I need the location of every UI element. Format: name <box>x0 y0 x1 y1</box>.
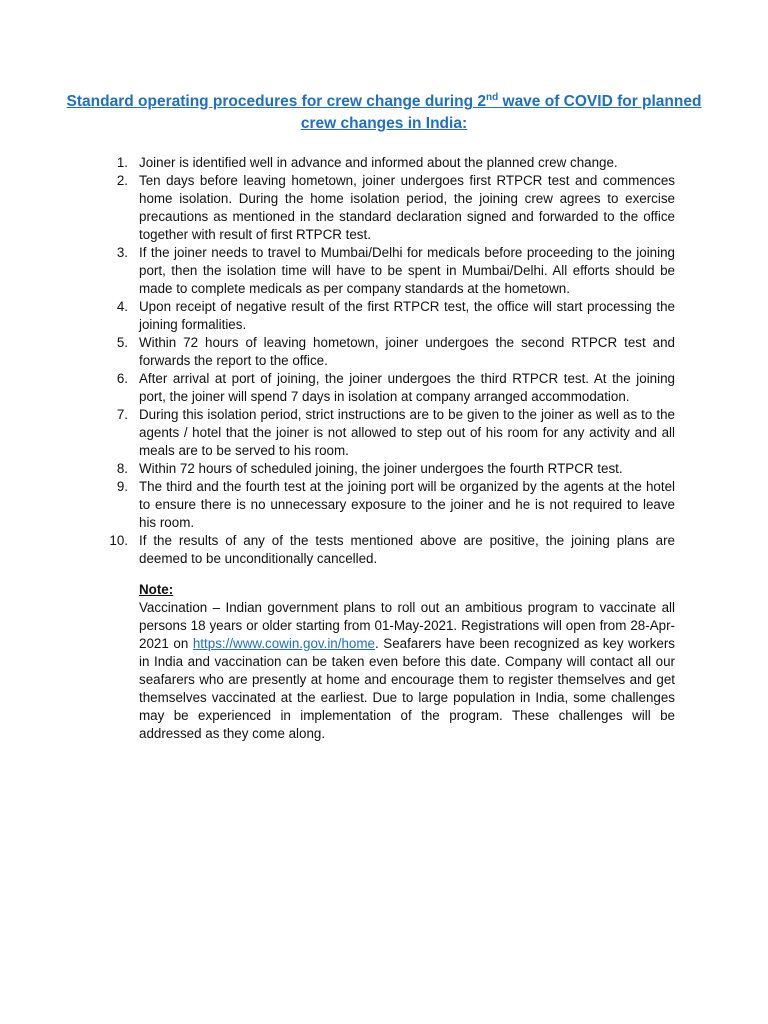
list-item <box>100 532 675 568</box>
list-item-text: Within 72 hours of leaving hometown, joiner undergoes the second RTPCR test and forwards the report to the office. <box>139 335 675 368</box>
list-item-number: 6. <box>116 371 128 386</box>
list-item-number: 1. <box>116 155 128 170</box>
list-item-text: If the joiner needs to travel to Mumbai/Delhi for medicals before proceeding to the joining port, then the isolation time will have to be spent in Mumbai/Delhi. All efforts should be made to complete medicals as per company standards at the hometown. <box>139 245 675 296</box>
title-part-2: wave of COVID for planned crew changes in India: <box>300 93 702 132</box>
list-item-number: 9. <box>116 479 128 494</box>
list-item-text: The third and the fourth test at the joining port will be organized by the agents at the hotel to ensure there is no unnecessary exposure to the joiner and he is not required to leave his room. <box>139 479 675 530</box>
list-item-number: 4. <box>116 299 128 314</box>
list-item <box>100 460 675 478</box>
list-item <box>100 298 675 334</box>
list-item <box>100 478 675 532</box>
list-item-number: 2. <box>116 173 128 188</box>
document-title <box>60 91 708 135</box>
list-item <box>100 172 675 244</box>
list-item <box>100 154 675 172</box>
list-item-text: Joiner is identified well in advance and informed about the planned crew change. <box>139 155 618 170</box>
note-paragraph <box>139 599 675 743</box>
list-item-number: 10. <box>109 533 128 548</box>
list-item-number: 7. <box>116 407 128 422</box>
procedure-list <box>100 154 675 568</box>
note-text-after-link: . Seafarers have been recognized as key workers in India and vaccination can be taken even before this date. Company will contact all our seafarers who are presently at home and encourage them to register themselves and get themselves vaccinated at the earliest. Due to large population in India, some challenges may be experienced in implementation of the program. These challenges will be addressed as they come along. <box>139 636 675 741</box>
list-item-text: Within 72 hours of scheduled joining, the joiner undergoes the fourth RTPCR test. <box>139 461 623 476</box>
list-item-text: If the results of any of the tests mentioned above are positive, the joining plans are deemed to be unconditionally cancelled. <box>139 533 675 566</box>
title-part-1: Standard operating procedures for crew change during 2 <box>66 93 486 110</box>
note-heading: Note: <box>139 582 174 597</box>
title-superscript: nd <box>485 91 499 103</box>
list-item-number: 5. <box>116 335 128 350</box>
list-item <box>100 334 675 370</box>
note-text-before-link: Vaccination – Indian government plans to roll out an ambitious program to vaccinate all persons 18 years or older starting from 01-May-2021. Registrations will open from 28-Apr-2021 on <box>139 600 675 651</box>
list-item <box>100 406 675 460</box>
list-item-text: During this isolation period, strict instructions are to be given to the joiner as well as to the agents / hotel that the joiner is not allowed to step out of his room for any activity and all meals are to be served to his room. <box>139 407 675 458</box>
list-item <box>100 244 675 298</box>
list-item <box>100 370 675 406</box>
list-item-text: Ten days before leaving hometown, joiner undergoes first RTPCR test and commences home isolation. During the home isolation period, the joining crew agrees to exercise precautions as mentioned in the standard declaration signed and forwarded to the office together with result of first RTPCR test. <box>139 173 675 242</box>
note-section <box>139 581 675 743</box>
list-item-number: 3. <box>116 245 128 260</box>
cowin-link[interactable]: https://www.cowin.gov.in/home <box>192 636 375 651</box>
list-item-text: After arrival at port of joining, the joiner undergoes the third RTPCR test. At the joining port, the joiner will spend 7 days in isolation at company arranged accommodation. <box>139 371 675 404</box>
list-item-text: Upon receipt of negative result of the first RTPCR test, the office will start processing the joining formalities. <box>139 299 675 332</box>
list-item-number: 8. <box>116 461 128 476</box>
